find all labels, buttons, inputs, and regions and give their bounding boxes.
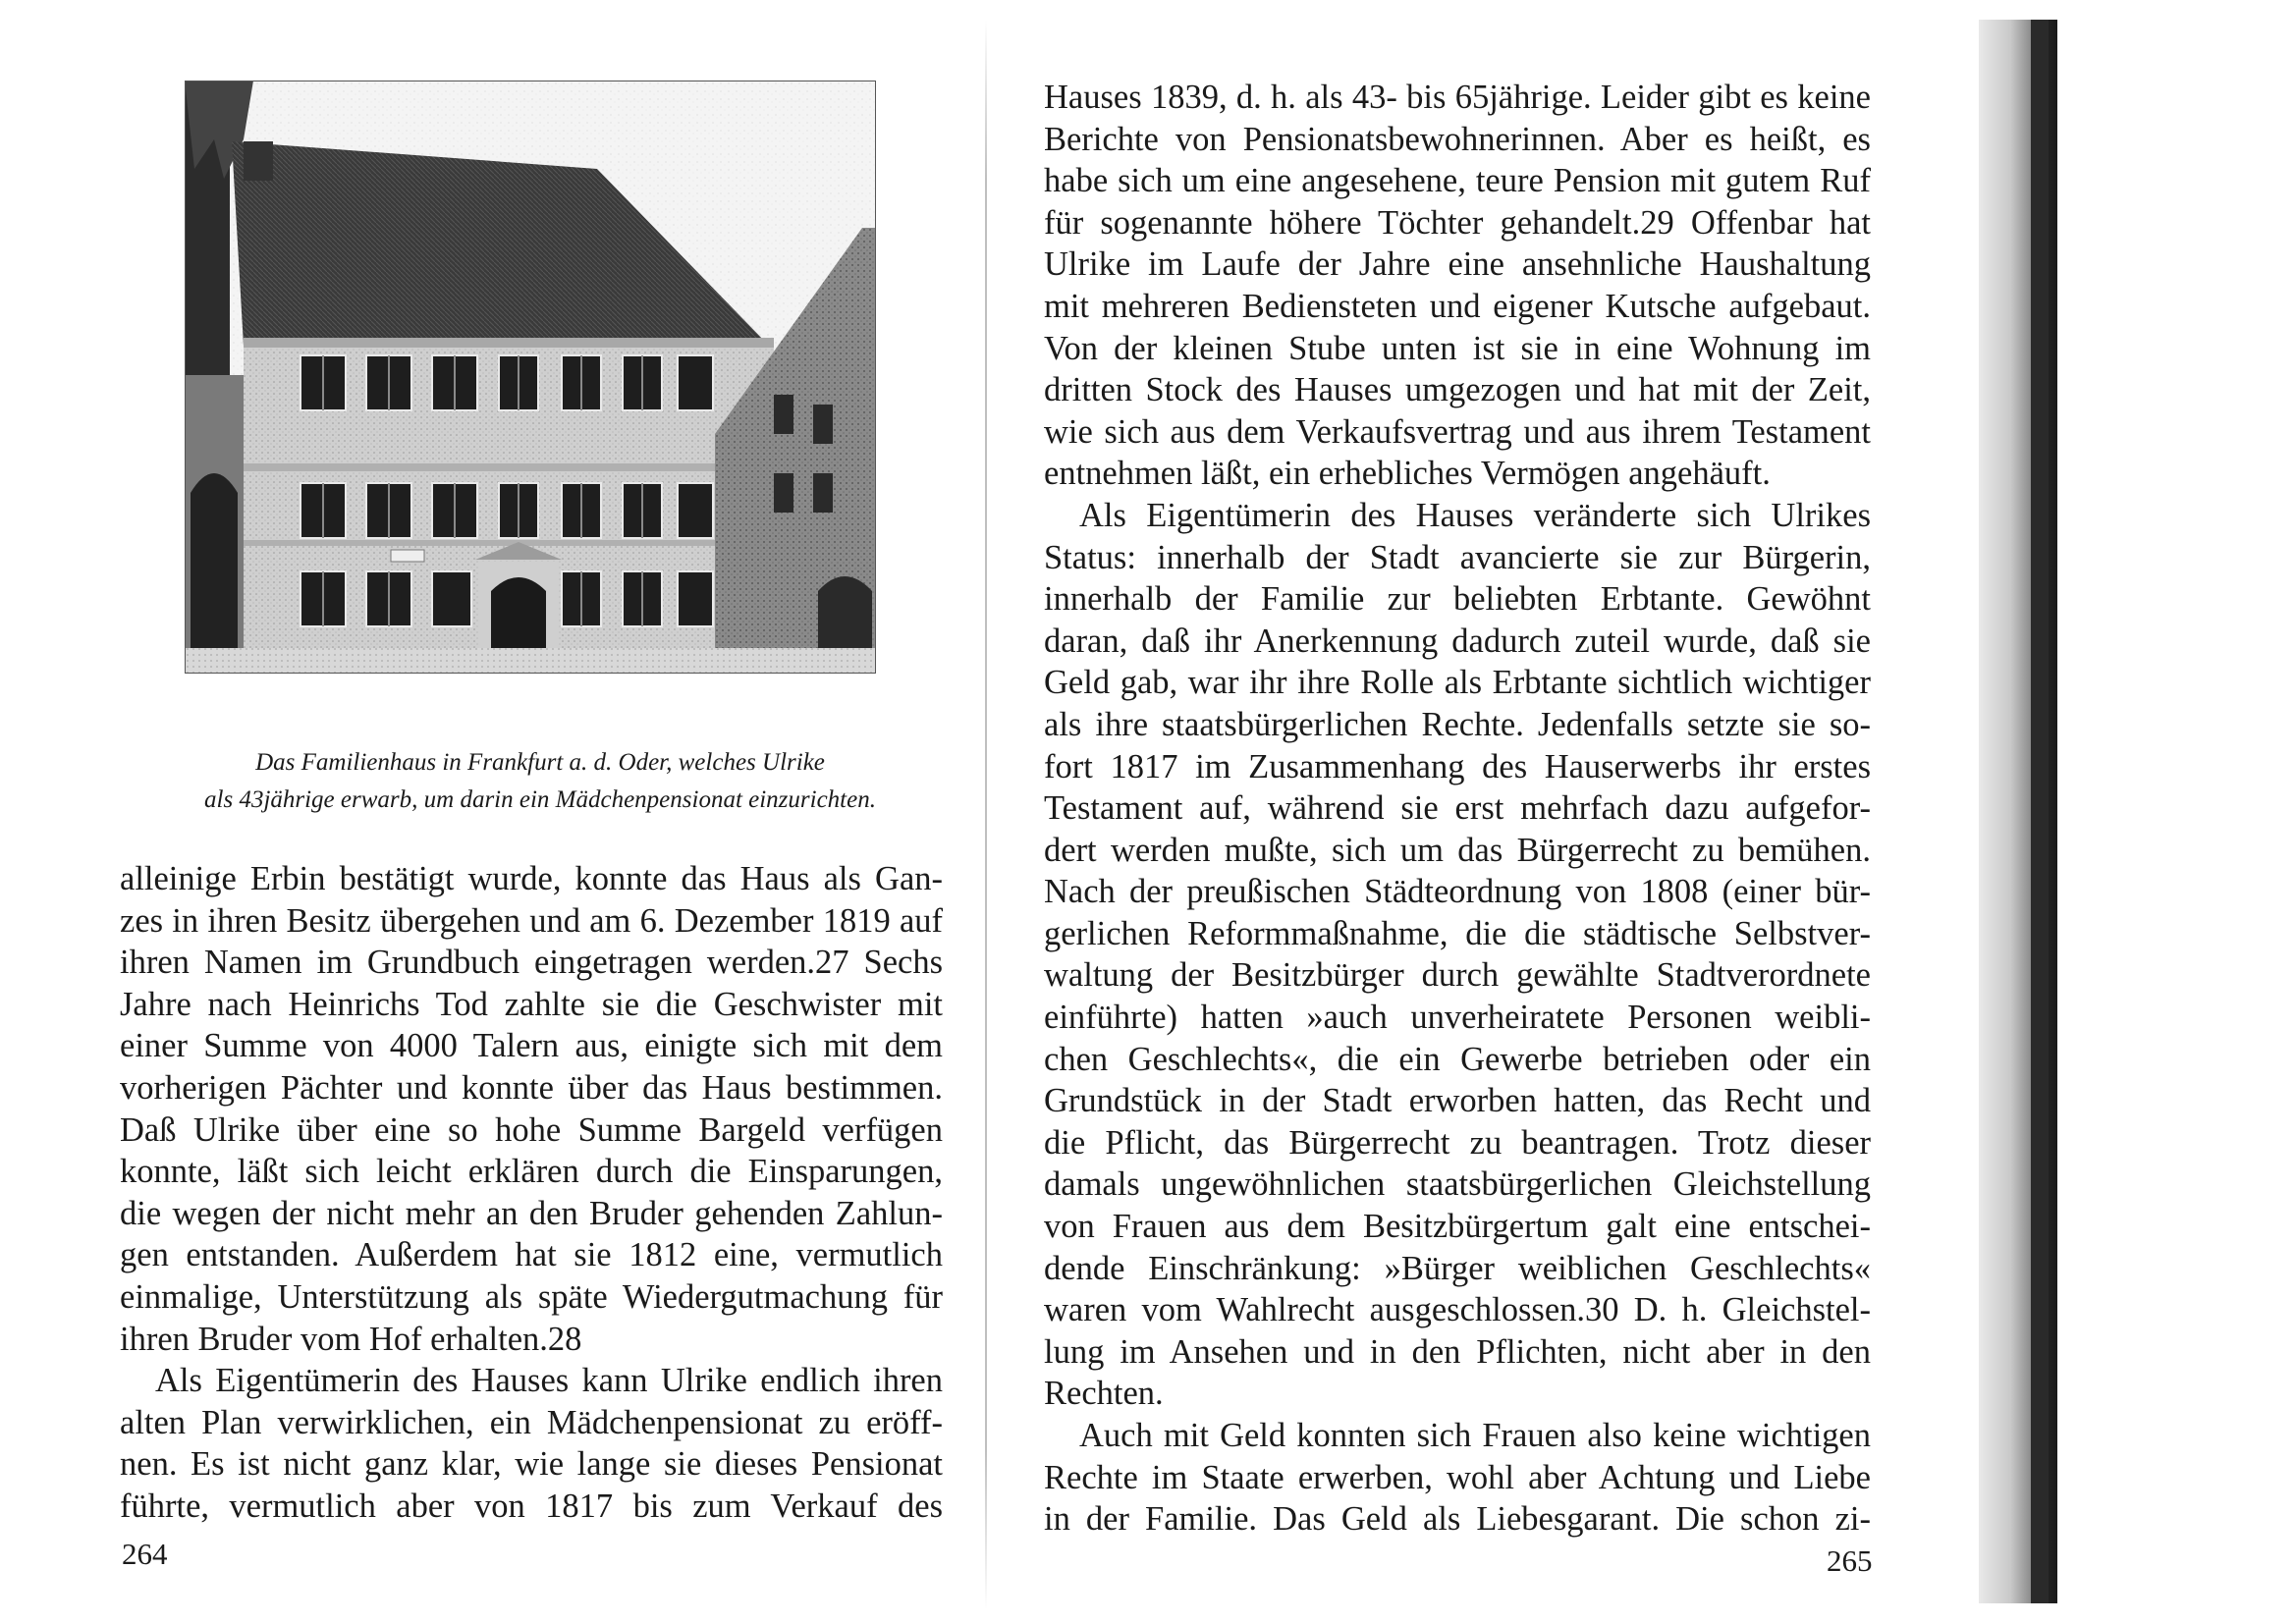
text-line: die Pflicht, das Bürgerrecht zu beantragen. Trotz dieser bbox=[1044, 1123, 1871, 1162]
text-line: lung im Ansehen und in den Pflichten, nicht aber in den bbox=[1044, 1332, 1871, 1371]
text-line: Von der kleinen Stube unten ist sie in eine Wohnung im bbox=[1044, 329, 1871, 367]
text-line: ihren Namen im Grundbuch eingetragen werden.27 Sechs bbox=[120, 944, 943, 982]
text-line: Jahre nach Heinrichs Tod zahlte sie die Geschwister mit bbox=[120, 985, 943, 1023]
text-line: Auch mit Geld konnten sich Frauen also keine wichtigen bbox=[1079, 1417, 1871, 1454]
page-number-right: 265 bbox=[1827, 1543, 1873, 1578]
text-line: habe sich um eine angesehene, teure Pension mit gutem Ruf bbox=[1044, 162, 1871, 200]
text-line: chen Geschlechts«, die ein Gewerbe betrieben oder ein bbox=[1044, 1040, 1871, 1078]
text-line: vorherigen Pächter und konnte über das Haus bestimmen. bbox=[120, 1068, 943, 1107]
text-line: einführte) hatten »auch unverheiratete Personen weibli- bbox=[1044, 999, 1871, 1037]
text-line: damals ungewöhnlichen staatsbürgerlichen Gleichstellung bbox=[1044, 1165, 1871, 1204]
text-line: waltung der Besitzbürger durch gewählte Stadtverordnete bbox=[1044, 956, 1871, 995]
text-line: Testament auf, während sie erst mehrfach dazu aufgefor- bbox=[1044, 789, 1871, 828]
text-line: gen entstanden. Außerdem hat sie 1812 eine, vermutlich bbox=[120, 1236, 943, 1274]
text-line: für sogenannte höhere Töchter gehandelt.29 Offenbar hat bbox=[1044, 203, 1871, 242]
text-line: führte, vermutlich aber von 1817 bis zum Verkauf des bbox=[120, 1487, 943, 1525]
page-number-left: 264 bbox=[122, 1537, 168, 1571]
caption-line-2: als 43jährige erwarb, um darin ein Mädchenpensionat einzurichten. bbox=[204, 786, 876, 813]
text-line: zes in ihren Besitz übergehen und am 6. Dezember 1819 auf bbox=[120, 901, 943, 940]
photo-caption bbox=[167, 744, 913, 819]
text-line: von Frauen aus dem Besitzbürgertum galt eine entschei- bbox=[1044, 1208, 1871, 1246]
text-line: als ihre staatsbürgerlichen Rechte. Jedenfalls setzte sie so- bbox=[1044, 705, 1871, 743]
text-line: entnehmen läßt, ein erhebliches Vermögen angehäuft. bbox=[1044, 455, 1771, 493]
text-line: innerhalb der Familie zur beliebten Erbtante. Gewöhnt bbox=[1044, 580, 1871, 619]
left-body-text bbox=[120, 858, 943, 1528]
left-page bbox=[0, 0, 987, 1623]
text-line: Nach der preußischen Städteordnung von 1808 (einer bür- bbox=[1044, 873, 1871, 911]
text-line: alleinige Erbin bestätigt wurde, konnte das Haus als Gan- bbox=[120, 860, 943, 897]
text-line: alten Plan verwirklichen, ein Mädchenpensionat zu eröff- bbox=[120, 1403, 943, 1441]
text-line: konnte, läßt sich leicht erklären durch die Einsparungen, bbox=[120, 1153, 943, 1191]
text-line: mit mehreren Bediensteten und eigener Kutsche aufgebaut. bbox=[1044, 287, 1871, 325]
text-line: Ulrike im Laufe der Jahre eine ansehnliche Haushaltung bbox=[1044, 245, 1871, 284]
house-photograph bbox=[185, 81, 876, 674]
text-line: wie sich aus dem Verkaufsvertrag und aus ihrem Testament bbox=[1044, 412, 1871, 451]
text-line: Rechte im Staate erwerben, wohl aber Achtung und Liebe bbox=[1044, 1458, 1871, 1496]
text-line: Hauses 1839, d. h. als 43- bis 65jährige. Leider gibt es keine bbox=[1044, 79, 1871, 116]
right-page bbox=[987, 0, 2296, 1623]
text-line: waren vom Wahlrecht ausgeschlossen.30 D. h. Gleichstel- bbox=[1044, 1291, 1871, 1329]
text-line: Rechten. bbox=[1044, 1375, 1164, 1413]
text-line: einmalige, Unterstützung als späte Wiedergutmachung für bbox=[120, 1277, 943, 1316]
text-line: die wegen der nicht mehr an den Bruder gehenden Zahlun- bbox=[120, 1194, 943, 1232]
text-line: Status: innerhalb der Stadt avancierte sie zur Bürgerin, bbox=[1044, 538, 1871, 576]
text-line: dritten Stock des Hauses umgezogen und hat mit der Zeit, bbox=[1044, 371, 1871, 409]
text-line: gerlichen Reformmaßnahme, die die städtische Selbstver- bbox=[1044, 914, 1871, 952]
text-line: einer Summe von 4000 Talern aus, einigte sich mit dem bbox=[120, 1027, 943, 1065]
text-line: Als Eigentümerin des Hauses veränderte sich Ulrikes bbox=[1079, 496, 1871, 534]
right-body-text bbox=[1044, 77, 1871, 1541]
text-line: daran, daß ihr Anerkennung dadurch zuteil wurde, daß sie bbox=[1044, 622, 1871, 660]
text-line: Geld gab, war ihr ihre Rolle als Erbtante sichtlich wichtiger bbox=[1044, 664, 1871, 702]
text-line: dert werden mußte, sich um das Bürgerrecht zu bemühen. bbox=[1044, 831, 1871, 869]
text-line: dende Einschränkung: »Bürger weiblichen Geschlechts« bbox=[1044, 1249, 1871, 1287]
text-line: fort 1817 im Zusammenhang des Hauserwerbs ihr erstes bbox=[1044, 747, 1871, 785]
scanner-edge-dark-band bbox=[2031, 20, 2049, 1603]
text-line: Grundstück in der Stadt erworben hatten, das Recht und bbox=[1044, 1082, 1871, 1120]
text-line: in der Familie. Das Geld als Liebesgarant. Die schon zi- bbox=[1044, 1500, 1871, 1539]
text-line: Als Eigentümerin des Hauses kann Ulrike endlich ihren bbox=[155, 1362, 943, 1400]
caption-line-1: Das Familienhaus in Frankfurt a. d. Oder, welches Ulrike bbox=[255, 749, 825, 776]
text-line: Daß Ulrike über eine so hohe Summe Bargeld verfügen bbox=[120, 1110, 943, 1149]
text-line: Berichte von Pensionatsbewohnerinnen. Aber es heißt, es bbox=[1044, 120, 1871, 158]
text-line: nen. Es ist nicht ganz klar, wie lange sie dieses Pensionat bbox=[120, 1445, 943, 1484]
text-line: ihren Bruder vom Hof erhalten.28 bbox=[120, 1320, 582, 1358]
